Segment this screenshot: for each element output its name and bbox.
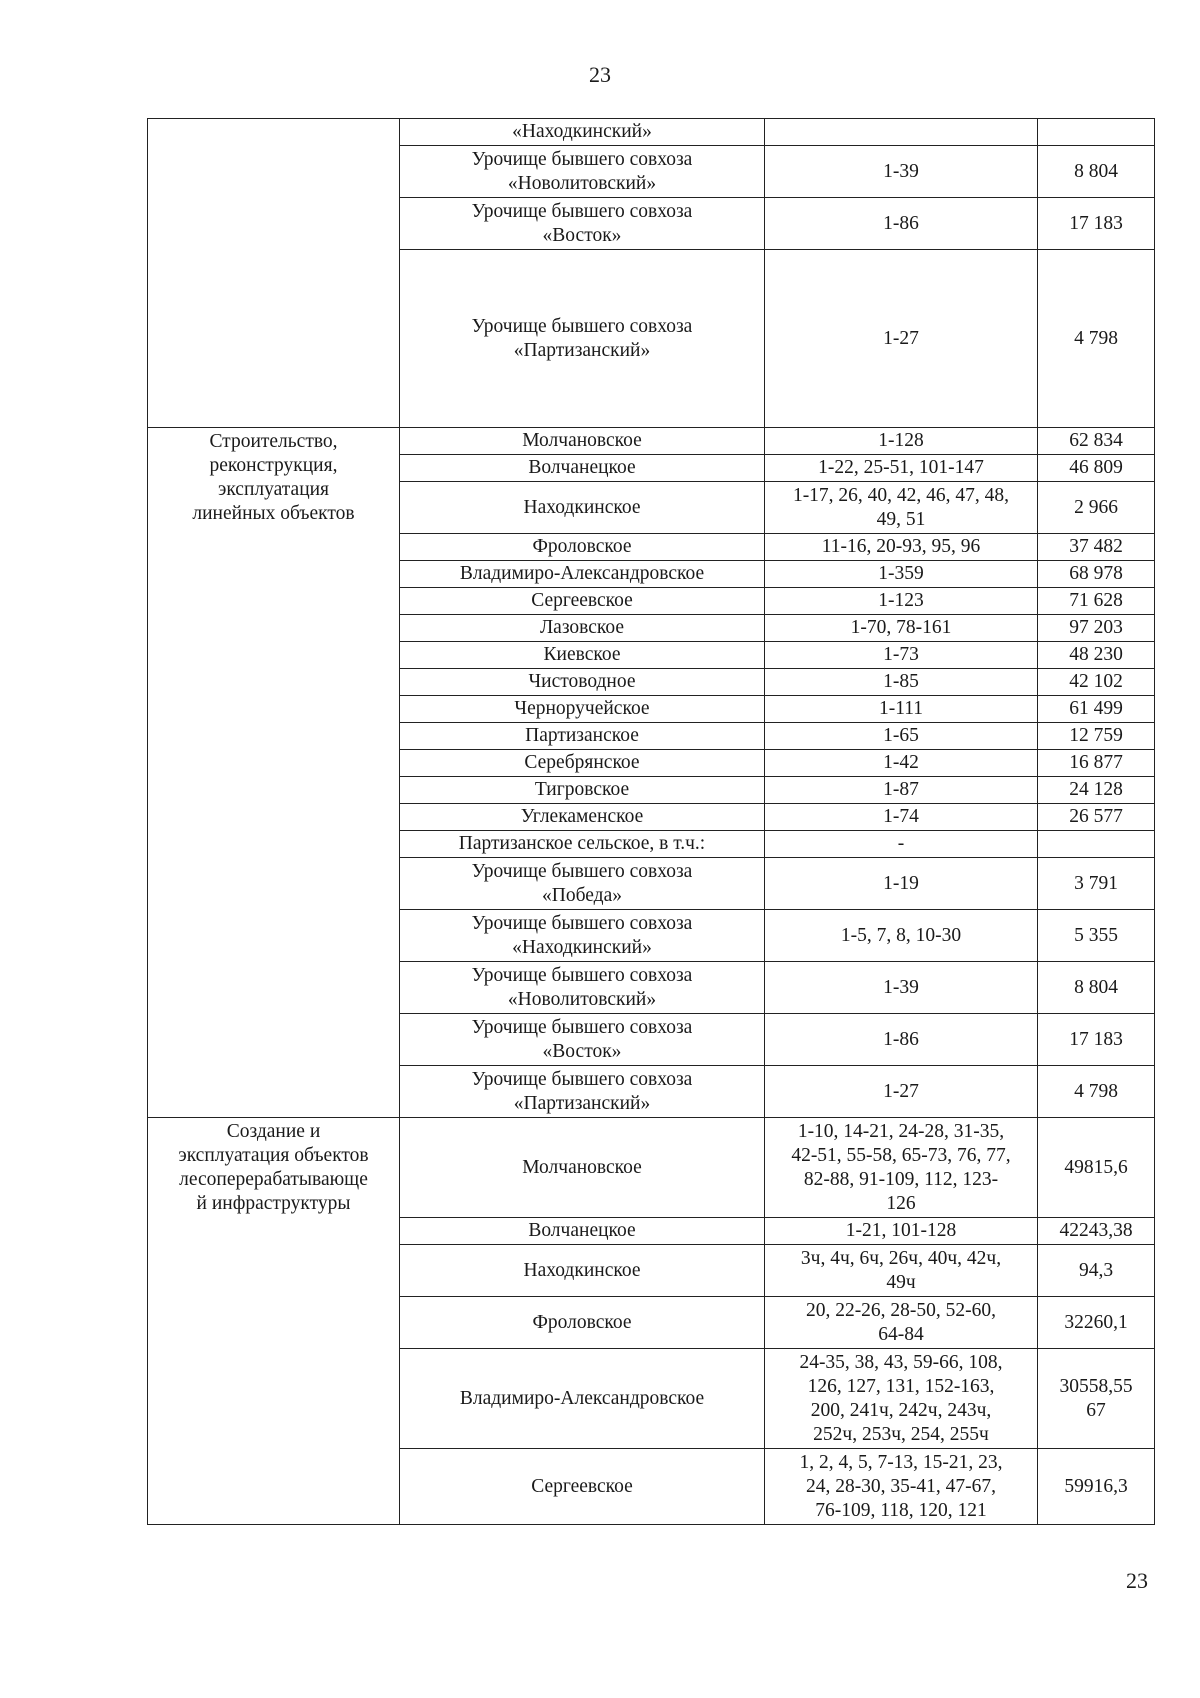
forestry-name-cell: Урочище бывшего совхоза «Победа» <box>400 858 765 910</box>
plot-numbers-cell: 1-111 <box>765 696 1038 723</box>
area-cell: 59916,3 <box>1038 1449 1155 1525</box>
forestry-name-cell: Урочище бывшего совхоза «Партизанский» <box>400 1066 765 1118</box>
plot-numbers-cell: 1-5, 7, 8, 10-30 <box>765 910 1038 962</box>
plot-numbers-cell: 1-39 <box>765 962 1038 1014</box>
area-cell: 8 804 <box>1038 962 1155 1014</box>
forestry-name-cell: Находкинское <box>400 1245 765 1297</box>
area-cell: 30558,55 67 <box>1038 1349 1155 1449</box>
forestry-name-cell: Сергеевское <box>400 1449 765 1525</box>
area-cell: 32260,1 <box>1038 1297 1155 1349</box>
forestry-name-cell: Киевское <box>400 642 765 669</box>
plot-numbers-cell: 1-73 <box>765 642 1038 669</box>
area-cell: 5 355 <box>1038 910 1155 962</box>
area-cell: 16 877 <box>1038 750 1155 777</box>
table-row <box>148 1118 1155 1218</box>
area-cell: 37 482 <box>1038 534 1155 561</box>
area-cell: 68 978 <box>1038 561 1155 588</box>
plot-numbers-cell <box>765 119 1038 146</box>
activity-category-cell: Строительство, реконструкция, эксплуатация линейных объектов <box>148 428 400 1118</box>
area-cell: 24 128 <box>1038 777 1155 804</box>
table-row <box>148 119 1155 146</box>
area-cell: 12 759 <box>1038 723 1155 750</box>
forestry-name-cell: Партизанское <box>400 723 765 750</box>
forestry-name-cell: Урочище бывшего совхоза «Находкинский» <box>400 910 765 962</box>
plot-numbers-cell: 1-86 <box>765 198 1038 250</box>
forestry-name-cell: Урочище бывшего совхоза «Партизанский» <box>400 250 765 428</box>
forestry-name-cell: Черноручейское <box>400 696 765 723</box>
forestry-name-cell: Урочище бывшего совхоза «Новолитовский» <box>400 146 765 198</box>
forestry-name-cell: Владимиро-Александровское <box>400 561 765 588</box>
activity-category-cell: Создание и эксплуатация объектов лесоперерабатывающе й инфраструктуры <box>148 1118 400 1525</box>
plot-numbers-cell: 3ч, 4ч, 6ч, 26ч, 40ч, 42ч, 49ч <box>765 1245 1038 1297</box>
area-cell: 26 577 <box>1038 804 1155 831</box>
area-cell: 61 499 <box>1038 696 1155 723</box>
forestry-name-cell: Волчанецкое <box>400 455 765 482</box>
forestry-name-cell: Лазовское <box>400 615 765 642</box>
plot-numbers-cell: 1-17, 26, 40, 42, 46, 47, 48, 49, 51 <box>765 482 1038 534</box>
plot-numbers-cell: 1-19 <box>765 858 1038 910</box>
area-cell <box>1038 119 1155 146</box>
page-number-top: 23 <box>589 62 611 87</box>
forestry-name-cell: Углекаменское <box>400 804 765 831</box>
plot-numbers-cell: 24-35, 38, 43, 59-66, 108, 126, 127, 131, 152-163, 200, 241ч, 242ч, 243ч, 252ч, 253ч, 254, 255ч <box>765 1349 1038 1449</box>
area-cell: 71 628 <box>1038 588 1155 615</box>
area-cell: 94,3 <box>1038 1245 1155 1297</box>
plot-numbers-cell: 1-42 <box>765 750 1038 777</box>
forestry-name-cell: Находкинское <box>400 482 765 534</box>
table-row <box>148 428 1155 455</box>
area-cell: 3 791 <box>1038 858 1155 910</box>
forestry-name-cell: Фроловское <box>400 534 765 561</box>
forestry-name-cell: Молчановское <box>400 428 765 455</box>
forestry-name-cell: Волчанецкое <box>400 1218 765 1245</box>
activity-category-cell <box>148 119 400 428</box>
area-cell: 62 834 <box>1038 428 1155 455</box>
area-cell: 97 203 <box>1038 615 1155 642</box>
area-cell: 4 798 <box>1038 1066 1155 1118</box>
plot-numbers-cell: 1-10, 14-21, 24-28, 31-35, 42-51, 55-58, 65-73, 76, 77, 82-88, 91-109, 112, 123- 126 <box>765 1118 1038 1218</box>
plot-numbers-cell: 1-87 <box>765 777 1038 804</box>
forestry-name-cell: Серебрянское <box>400 750 765 777</box>
area-cell <box>1038 831 1155 858</box>
plot-numbers-cell: 1-27 <box>765 250 1038 428</box>
forestry-name-cell: «Находкинский» <box>400 119 765 146</box>
forestry-name-cell: Урочище бывшего совхоза «Восток» <box>400 1014 765 1066</box>
area-cell: 49815,6 <box>1038 1118 1155 1218</box>
plot-numbers-cell: 1-27 <box>765 1066 1038 1118</box>
plot-numbers-cell: 11-16, 20-93, 95, 96 <box>765 534 1038 561</box>
area-cell: 46 809 <box>1038 455 1155 482</box>
plot-numbers-cell: - <box>765 831 1038 858</box>
forestry-name-cell: Тигровское <box>400 777 765 804</box>
plot-numbers-cell: 1-70, 78-161 <box>765 615 1038 642</box>
forestry-name-cell: Фроловское <box>400 1297 765 1349</box>
plot-numbers-cell: 1-85 <box>765 669 1038 696</box>
plot-numbers-cell: 1-39 <box>765 146 1038 198</box>
area-cell: 17 183 <box>1038 1014 1155 1066</box>
plot-numbers-cell: 1-123 <box>765 588 1038 615</box>
area-cell: 48 230 <box>1038 642 1155 669</box>
land-plots-table <box>147 118 1155 1525</box>
forestry-name-cell: Молчановское <box>400 1118 765 1218</box>
plot-numbers-cell: 1, 2, 4, 5, 7-13, 15-21, 23, 24, 28-30, 35-41, 47-67, 76-109, 118, 120, 121 <box>765 1449 1038 1525</box>
area-cell: 2 966 <box>1038 482 1155 534</box>
plot-numbers-cell: 1-21, 101-128 <box>765 1218 1038 1245</box>
plot-numbers-cell: 1-86 <box>765 1014 1038 1066</box>
area-cell: 8 804 <box>1038 146 1155 198</box>
forestry-name-cell: Партизанское сельское, в т.ч.: <box>400 831 765 858</box>
forestry-name-cell: Чистоводное <box>400 669 765 696</box>
plot-numbers-cell: 1-65 <box>765 723 1038 750</box>
plot-numbers-cell: 1-22, 25-51, 101-147 <box>765 455 1038 482</box>
area-cell: 17 183 <box>1038 198 1155 250</box>
forestry-name-cell: Сергеевское <box>400 588 765 615</box>
area-cell: 42 102 <box>1038 669 1155 696</box>
area-cell: 42243,38 <box>1038 1218 1155 1245</box>
forestry-name-cell: Владимиро-Александровское <box>400 1349 765 1449</box>
plot-numbers-cell: 1-74 <box>765 804 1038 831</box>
forestry-name-cell: Урочище бывшего совхоза «Новолитовский» <box>400 962 765 1014</box>
area-cell: 4 798 <box>1038 250 1155 428</box>
plot-numbers-cell: 20, 22-26, 28-50, 52-60, 64-84 <box>765 1297 1038 1349</box>
forestry-name-cell: Урочище бывшего совхоза «Восток» <box>400 198 765 250</box>
plot-numbers-cell: 1-359 <box>765 561 1038 588</box>
page-number-bottom: 23 <box>1126 1568 1148 1593</box>
plot-numbers-cell: 1-128 <box>765 428 1038 455</box>
